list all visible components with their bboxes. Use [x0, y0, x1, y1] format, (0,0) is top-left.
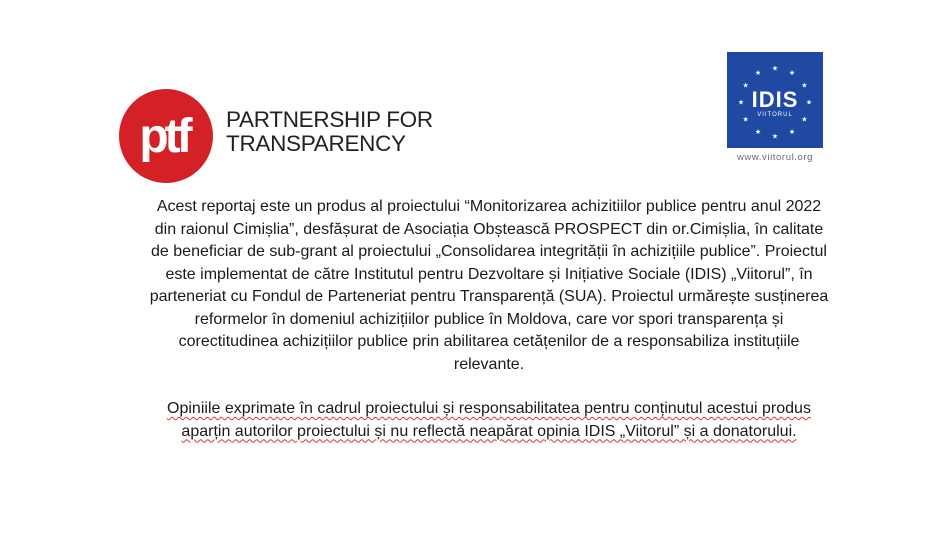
ptf-monogram-text: ptf — [139, 110, 189, 163]
star-icon: ★ — [742, 81, 749, 90]
star-icon: ★ — [788, 127, 796, 136]
idis-mark-text: IDIS — [751, 87, 799, 112]
idis-url: www.viitorul.org — [736, 152, 814, 163]
statement-line: relevante. — [453, 355, 525, 373]
statement-line: de beneficiar de sub-grant al proiectului „Consolidarea integrității în achizițiile publice”. Proiectul — [151, 243, 827, 260]
star-icon: ★ — [771, 132, 779, 141]
report-statement — [100, 196, 878, 443]
statement-line: Acest reportaj este un produs al proiectului “Monitorizarea achizitiilor publice pentru anul 2022 — [156, 198, 822, 215]
statement-line: parteneriat cu Fondul de Parteneriat pentru Transparență (SUA). Proiectul urmărește susținerea — [149, 288, 829, 305]
star-icon: ★ — [754, 69, 762, 78]
statement-line: din raionul Cimișlia”, desfășurat de Asociația Obștească PROSPECT din or.Cimișlia, în calitate — [154, 220, 824, 238]
idis-sub-text: VIITORUL — [757, 112, 793, 118]
statement-line: este implementat de către Institutul pentru Dezvoltare și Inițiative Sociale (IDIS) „Viitorul”, în — [165, 265, 813, 283]
star-icon: ★ — [788, 69, 796, 78]
star-icon: ★ — [742, 115, 749, 124]
star-icon: ★ — [801, 81, 808, 90]
star-icon: ★ — [801, 115, 808, 124]
star-icon: ★ — [754, 127, 762, 136]
idis-logo — [727, 52, 823, 167]
star-icon: ★ — [771, 64, 779, 73]
ptf-wordmark-line1: PARTNERSHIP FOR — [226, 107, 433, 132]
paragraph-gap — [100, 376, 878, 398]
disclaimer-line: aparțin autorilor proiectului și nu reflectă neapărat opinia IDIS „Viitorul” și a donatorului. — [181, 422, 797, 440]
star-icon: ★ — [805, 98, 813, 107]
statement-line: reformelor în domeniul achizițiilor publice în Moldova, care vor spori transparența și — [194, 310, 784, 328]
ptf-logo — [118, 88, 433, 184]
idis-emblem-icon — [727, 52, 823, 148]
star-icon: ★ — [737, 98, 745, 107]
ptf-wordmark — [226, 108, 433, 156]
disclaimer-line: Opiniile exprimate în cadrul proiectului și responsabilitatea pentru conținutul acestui produs — [167, 400, 811, 417]
ptf-wordmark-line2: TRANSPARENCY — [226, 131, 406, 156]
ptf-monogram-icon — [118, 88, 214, 184]
statement-line: corectitudinea achizițiilor publice prin abilitarea cetățenilor de a responsabiliza instituțiile — [178, 333, 800, 350]
